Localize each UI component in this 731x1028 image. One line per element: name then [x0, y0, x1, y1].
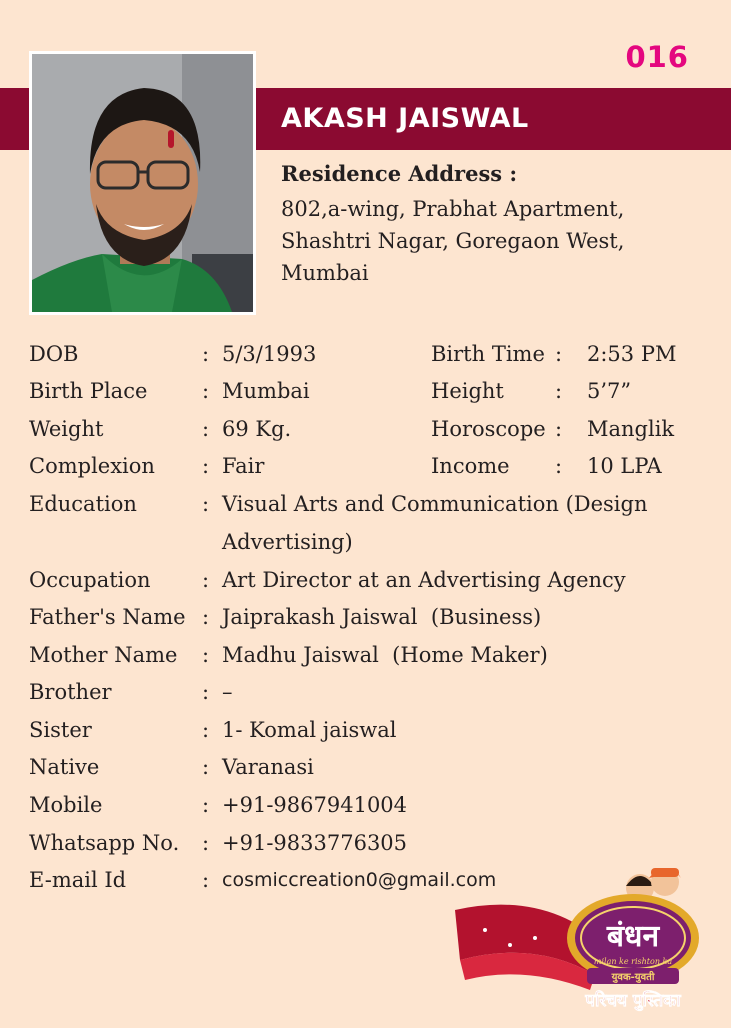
- native-value: Varanasi: [222, 755, 314, 779]
- horoscope-label: Horoscope: [431, 417, 546, 441]
- complexion-label: Complexion: [29, 454, 155, 478]
- occupation-value: Art Director at an Advertising Agency: [222, 568, 626, 592]
- height-label: Height: [431, 379, 504, 403]
- complexion-value: Fair: [222, 454, 265, 478]
- sister-value: 1- Komal jaiswal: [222, 718, 397, 742]
- address-heading: Residence Address :: [281, 161, 518, 186]
- mother-label: Mother Name: [29, 643, 178, 667]
- education-value-cont: Advertising): [222, 530, 353, 554]
- dob-label: DOB: [29, 342, 79, 366]
- logo-tagline: milan ke rishton ka: [593, 957, 673, 966]
- birth-time-label: Birth Time: [431, 342, 545, 366]
- address-lines: [281, 193, 624, 289]
- mobile-value: +91-9867941004: [222, 793, 408, 817]
- logo-subtitle-top: युवक-युवती: [611, 972, 655, 983]
- profile-number: 016: [625, 40, 689, 74]
- weight-label: Weight: [29, 417, 104, 441]
- whatsapp-value: +91-9833776305: [222, 831, 408, 855]
- income-value: 10 LPA: [587, 454, 662, 478]
- education-label: Education: [29, 492, 137, 516]
- birth-place-value: Mumbai: [222, 379, 310, 403]
- income-label: Income: [431, 454, 510, 478]
- separator: :: [202, 831, 210, 855]
- birth-place-label: Birth Place: [29, 379, 148, 403]
- bandhan-logo: [455, 850, 731, 1024]
- separator: :: [202, 379, 210, 403]
- separator: :: [202, 755, 210, 779]
- native-label: Native: [29, 755, 100, 779]
- weight-value: 69 Kg.: [222, 417, 292, 441]
- logo-title: बंधन: [606, 919, 660, 954]
- sister-label: Sister: [29, 718, 92, 742]
- separator: :: [202, 793, 210, 817]
- separator: :: [202, 492, 210, 516]
- brother-label: Brother: [29, 680, 112, 704]
- separator: :: [555, 379, 563, 403]
- separator: :: [202, 342, 210, 366]
- email-value: cosmiccreation0@gmail.com: [222, 869, 497, 891]
- separator: :: [555, 417, 563, 441]
- separator: :: [202, 568, 210, 592]
- address-line: 802,a-wing, Prabhat Apartment,: [281, 197, 625, 221]
- father-label: Father's Name: [29, 605, 186, 629]
- separator: :: [555, 342, 563, 366]
- occupation-label: Occupation: [29, 568, 151, 592]
- mother-value: Madhu Jaiswal (Home Maker): [222, 643, 548, 667]
- separator: :: [202, 718, 210, 742]
- address-line: Mumbai: [281, 261, 369, 285]
- email-label: E-mail Id: [29, 868, 127, 892]
- separator: :: [202, 417, 210, 441]
- separator: :: [555, 454, 563, 478]
- separator: :: [202, 868, 210, 892]
- address-line: Shashtri Nagar, Goregaon West,: [281, 229, 625, 253]
- separator: :: [202, 454, 210, 478]
- birth-time-value: 2:53 PM: [587, 342, 677, 366]
- profile-photo: [29, 51, 256, 315]
- education-value: Visual Arts and Communication (Design: [222, 492, 648, 516]
- candidate-name: AKASH JAISWAL: [281, 103, 529, 134]
- separator: :: [202, 680, 210, 704]
- height-value: 5’7”: [587, 379, 632, 403]
- mobile-label: Mobile: [29, 793, 103, 817]
- dob-value: 5/3/1993: [222, 342, 317, 366]
- horoscope-value: Manglik: [587, 417, 675, 441]
- logo-subtitle-bottom: परिचय पुस्तिका: [585, 991, 681, 1011]
- brother-value: –: [222, 680, 233, 704]
- separator: :: [202, 605, 210, 629]
- father-value: Jaiprakash Jaiswal (Business): [222, 605, 542, 629]
- whatsapp-label: Whatsapp No.: [29, 831, 180, 855]
- separator: :: [202, 643, 210, 667]
